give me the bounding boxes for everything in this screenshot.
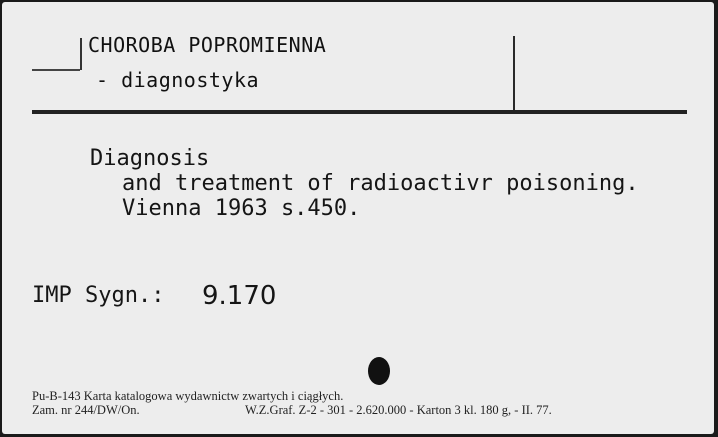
footer-order-number: Zam. nr 244/DW/On. — [32, 403, 140, 417]
header-short-rule — [32, 69, 80, 71]
entry-title: Diagnosis — [90, 146, 210, 171]
entry-imprint: Vienna 1963 s.450. — [122, 196, 361, 221]
punch-hole — [368, 357, 390, 385]
signature-label: IMP Sygn.: — [32, 283, 165, 308]
entry-title-continued: and treatment of radioactivr poisoning. — [122, 171, 639, 196]
header-left-divider — [80, 38, 82, 70]
subject-heading: CHOROBA POPROMIENNA — [88, 33, 327, 57]
catalog-card — [2, 2, 714, 434]
footer-line-1: Pu-B-143 Karta katalogowa wydawnictw zwartych i ciągłych. — [32, 389, 344, 403]
header-right-divider — [513, 36, 515, 112]
header-rule — [32, 110, 687, 114]
signature-value: 9.170 — [202, 281, 277, 311]
subject-subheading: - diagnostyka — [96, 68, 260, 92]
footer-printer-info: W.Z.Graf. Z-2 - 301 - 2.620.000 - Karton 3 kl. 180 g, - II. 77. — [245, 403, 552, 417]
